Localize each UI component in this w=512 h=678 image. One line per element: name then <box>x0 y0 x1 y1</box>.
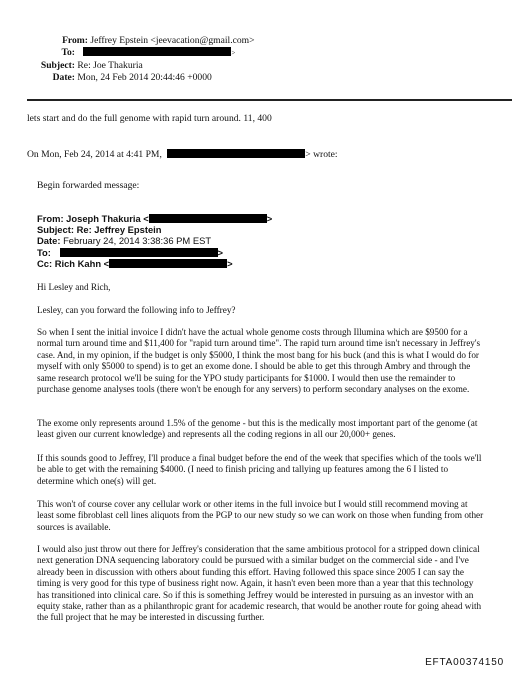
header-subject-value: Re: Joe Thakuria <box>77 60 143 71</box>
fwd-cc-label: Cc: <box>37 258 53 269</box>
fwd-date-row <box>37 235 211 247</box>
fwd-date-value: February 24, 2014 3:38:36 PM EST <box>63 235 212 246</box>
redaction-bar <box>109 259 227 268</box>
header-divider <box>27 99 512 101</box>
redaction-bar <box>149 214 267 223</box>
quote-suffix: > wrote: <box>305 149 338 160</box>
header-subject-row <box>0 60 143 72</box>
fwd-from-row: From: Joseph Thakuria < > <box>37 213 273 224</box>
paragraph-4: If this sounds good to Jeffrey, I'll produce a final budget before the end of the week that specifies which of the tools we'll be able to get with the remaining $4000. (I need to finish pricing and tallying up features among the 6 I listed to determine which one(s) will get. <box>37 453 482 486</box>
fwd-to-row: To: > <box>37 247 223 258</box>
fwd-subject-row <box>37 224 162 236</box>
header-from-label: From: <box>62 35 88 46</box>
fwd-date-label: Date: <box>37 235 61 246</box>
header-subject-label: Subject: <box>40 60 75 71</box>
greeting: Hi Lesley and Rich, <box>37 282 111 292</box>
header-date-label: Date: <box>52 72 75 83</box>
fwd-to-label: To: <box>37 247 51 258</box>
paragraph-1: Lesley, can you forward the following info to Jeffrey? <box>37 305 236 315</box>
document-id: EFTA00374150 <box>425 657 504 668</box>
fwd-cc-value: Rich Kahn < <box>54 258 110 269</box>
reply-body: lets start and do the full genome with rapid turn around. 11, 400 <box>27 113 272 124</box>
fwd-cc-row: Cc: Rich Kahn < > <box>37 258 233 269</box>
header-date-row <box>0 72 212 84</box>
fwd-subject-value: Re: Jeffrey Epstein <box>76 224 162 235</box>
header-from-row <box>0 35 255 47</box>
paragraph-6: I would also just throw out there for Jeffrey's consideration that the same ambitious protocol for a stripped down clinical next generation DNA sequencing laboratory could be pursued with a similar budget on the commercial side - and I've already been in discussion with others about funding this effort. Having followed this space since 2005 I can say the timing is very good for this type of business right now. Again, it hasn't even been more than a year that this technology has transitioned into clinical care. So if this is something Jeffrey would be interested in pursuing as an investor with an equity stake, rather than as a philanthropic grant for academic research, that would be another route for going ahead with the full project that he may be interested in discussing further. <box>37 544 482 623</box>
begin-forwarded: Begin forwarded message: <box>37 180 140 191</box>
fwd-from-label: From: <box>37 213 64 224</box>
redaction-bar <box>60 248 218 257</box>
paragraph-5: This won't of course cover any cellular work or other items in the full invoice but I would still recommend moving at least some fibroblast cell lines aliquots from the PGP to our new study so we can work on those when funding from other sources is available. <box>37 499 484 532</box>
fwd-subject-label: Subject: <box>37 224 74 235</box>
quote-prefix: On Mon, Feb 24, 2014 at 4:41 PM, <box>27 149 162 160</box>
header-from-value: Jeffrey Epstein <jeevacation@gmail.com> <box>90 35 255 46</box>
redaction-bar <box>167 149 305 158</box>
header-to-label: To: <box>61 47 75 58</box>
quote-attribution <box>27 149 338 161</box>
redaction-bar <box>83 47 231 56</box>
header-date-value: Mon, 24 Feb 2014 20:44:46 +0000 <box>77 72 212 83</box>
fwd-from-value: Joseph Thakuria < <box>66 213 149 224</box>
paragraph-3: The exome only represents around 1.5% of the genome - but this is the medically most important part of the genome (at least given our current knowledge) and represents all the coding regions in all our 20,000+ genes. <box>37 418 478 440</box>
paragraph-2: So when I sent the initial invoice I didn't have the actual whole genome costs through Illumina which are $9500 for a normal turn around time and $11,400 for "rapid turn around time". The rapid turn around time isn't necessary in Jeffrey's case. And, in my opinion, if the budget is only $5000, I think the most bang for his buck (and this is what I would do for myself with only $5000 to spend) is to get an exome done. I should be able to get this through Ambry and through the same research protocol we'll be suing for the YPO study participants for $1000. I would then use the remainder to purchase genome analyses tools (there won't be enough for any servers) to perform secondary analyses on the exome. <box>37 327 481 395</box>
header-to-row: To: > <box>0 47 235 59</box>
